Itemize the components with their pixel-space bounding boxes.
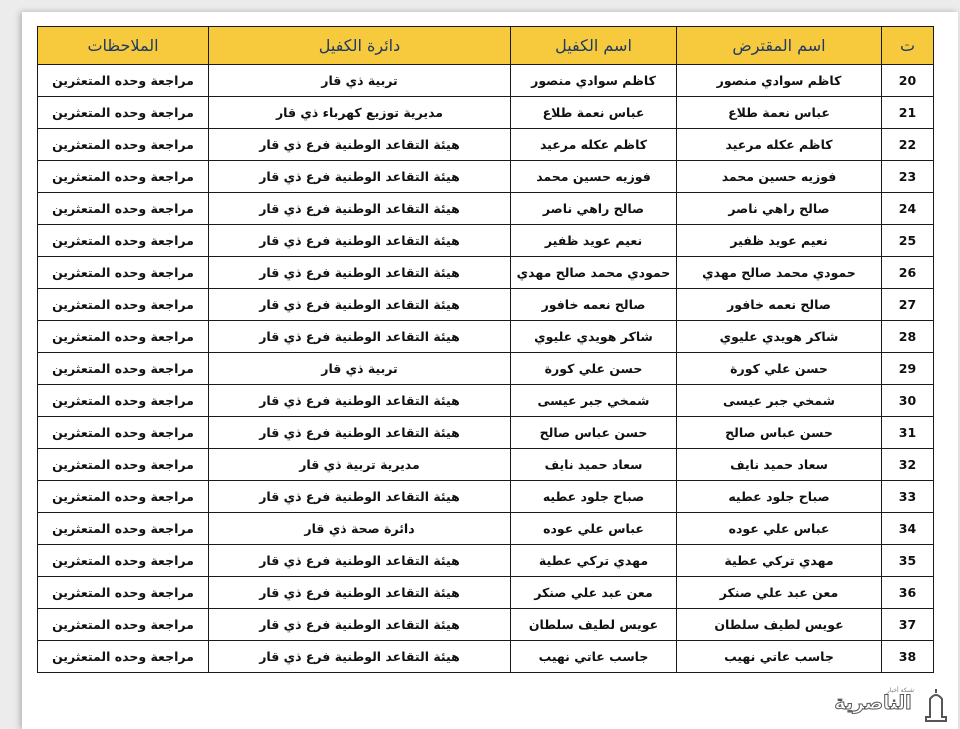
cell-borrower: كاظم عكله مرعيد [677, 129, 882, 161]
cell-notes: مراجعة وحده المتعثرين [38, 161, 209, 193]
cell-guarantor: عباس نعمة طلاع [511, 97, 677, 129]
cell-department: هيئة التقاعد الوطنية فرع ذي قار [209, 225, 511, 257]
cell-notes: مراجعة وحده المتعثرين [38, 321, 209, 353]
cell-guarantor: صالح نعمه خافور [511, 289, 677, 321]
header-num: ت [882, 27, 934, 65]
cell-num: 34 [882, 513, 934, 545]
cell-guarantor: كاظم عكله مرعيد [511, 129, 677, 161]
cell-num: 26 [882, 257, 934, 289]
table-row [38, 289, 934, 321]
cell-department: هيئة التقاعد الوطنية فرع ذي قار [209, 417, 511, 449]
cell-borrower: عباس علي عوده [677, 513, 882, 545]
cell-department: هيئة التقاعد الوطنية فرع ذي قار [209, 481, 511, 513]
cell-borrower: حسن عباس صالح [677, 417, 882, 449]
cell-department: هيئة التقاعد الوطنية فرع ذي قار [209, 385, 511, 417]
cell-num: 37 [882, 609, 934, 641]
cell-notes: مراجعة وحده المتعثرين [38, 641, 209, 673]
table-row [38, 641, 934, 673]
cell-borrower: جاسب عاتي نهيب [677, 641, 882, 673]
table-row [38, 609, 934, 641]
cell-guarantor: جاسب عاتي نهيب [511, 641, 677, 673]
cell-notes: مراجعة وحده المتعثرين [38, 481, 209, 513]
cell-guarantor: صباح جلود عطيه [511, 481, 677, 513]
cell-department: هيئة التقاعد الوطنية فرع ذي قار [209, 577, 511, 609]
guarantor-table [37, 26, 934, 673]
cell-borrower: صالح نعمه خافور [677, 289, 882, 321]
cell-guarantor: معن عبد علي صنكر [511, 577, 677, 609]
table-row [38, 513, 934, 545]
cell-borrower: نعيم عويد ظفير [677, 225, 882, 257]
cell-borrower: سعاد حميد نايف [677, 449, 882, 481]
cell-guarantor: شاكر هويدي عليوي [511, 321, 677, 353]
cell-num: 31 [882, 417, 934, 449]
cell-borrower: حمودي محمد صالح مهدي [677, 257, 882, 289]
table-row [38, 161, 934, 193]
cell-num: 25 [882, 225, 934, 257]
cell-department: مديرية تربية ذي قار [209, 449, 511, 481]
table-row [38, 481, 934, 513]
cell-department: هيئة التقاعد الوطنية فرع ذي قار [209, 129, 511, 161]
table-row [38, 385, 934, 417]
cell-guarantor: شمخي جبر عيسى [511, 385, 677, 417]
cell-notes: مراجعة وحده المتعثرين [38, 545, 209, 577]
table-row [38, 577, 934, 609]
cell-guarantor: مهدي تركي عطية [511, 545, 677, 577]
header-department: دائرة الكفيل [209, 27, 511, 65]
cell-department: هيئة التقاعد الوطنية فرع ذي قار [209, 641, 511, 673]
cell-guarantor: عباس علي عوده [511, 513, 677, 545]
cell-guarantor: نعيم عويد ظفير [511, 225, 677, 257]
cell-num: 21 [882, 97, 934, 129]
cell-guarantor: حسن عباس صالح [511, 417, 677, 449]
table-row [38, 353, 934, 385]
cell-department: دائرة صحة ذي قار [209, 513, 511, 545]
table-row [38, 449, 934, 481]
cell-notes: مراجعة وحده المتعثرين [38, 129, 209, 161]
watermark-title: الناصرية [834, 692, 912, 714]
cell-borrower: صالح راهي ناصر [677, 193, 882, 225]
cell-notes: مراجعة وحده المتعثرين [38, 513, 209, 545]
cell-guarantor: عويس لطيف سلطان [511, 609, 677, 641]
cell-guarantor: صالح راهي ناصر [511, 193, 677, 225]
table-body [38, 65, 934, 673]
cell-department: هيئة التقاعد الوطنية فرع ذي قار [209, 289, 511, 321]
header-borrower: اسم المقترض [677, 27, 882, 65]
table-row [38, 417, 934, 449]
cell-department: هيئة التقاعد الوطنية فرع ذي قار [209, 609, 511, 641]
cell-num: 30 [882, 385, 934, 417]
cell-guarantor: سعاد حميد نايف [511, 449, 677, 481]
cell-notes: مراجعة وحده المتعثرين [38, 97, 209, 129]
document-sheet [22, 12, 958, 729]
header-notes: الملاحظات [38, 27, 209, 65]
cell-department: تربية ذي قار [209, 65, 511, 97]
cell-guarantor: حسن علي كورة [511, 353, 677, 385]
table-row [38, 257, 934, 289]
cell-notes: مراجعة وحده المتعثرين [38, 225, 209, 257]
cell-num: 27 [882, 289, 934, 321]
cell-department: هيئة التقاعد الوطنية فرع ذي قار [209, 193, 511, 225]
cell-num: 32 [882, 449, 934, 481]
cell-guarantor: فوزيه حسين محمد [511, 161, 677, 193]
cell-borrower: شمخي جبر عيسى [677, 385, 882, 417]
cell-department: هيئة التقاعد الوطنية فرع ذي قار [209, 321, 511, 353]
cell-num: 33 [882, 481, 934, 513]
cell-borrower: عباس نعمة طلاع [677, 97, 882, 129]
cell-guarantor: كاظم سوادي منصور [511, 65, 677, 97]
cell-num: 29 [882, 353, 934, 385]
cell-notes: مراجعة وحده المتعثرين [38, 385, 209, 417]
table-row [38, 97, 934, 129]
minaret-logo-icon [922, 689, 950, 723]
cell-notes: مراجعة وحده المتعثرين [38, 609, 209, 641]
cell-department: مديرية توزيع كهرباء ذي قار [209, 97, 511, 129]
cell-department: هيئة التقاعد الوطنية فرع ذي قار [209, 161, 511, 193]
cell-department: هيئة التقاعد الوطنية فرع ذي قار [209, 257, 511, 289]
cell-borrower: معن عبد علي صنكر [677, 577, 882, 609]
cell-notes: مراجعة وحده المتعثرين [38, 577, 209, 609]
cell-num: 36 [882, 577, 934, 609]
cell-notes: مراجعة وحده المتعثرين [38, 449, 209, 481]
cell-notes: مراجعة وحده المتعثرين [38, 65, 209, 97]
cell-notes: مراجعة وحده المتعثرين [38, 353, 209, 385]
table-row [38, 225, 934, 257]
cell-borrower: عويس لطيف سلطان [677, 609, 882, 641]
cell-borrower: فوزيه حسين محمد [677, 161, 882, 193]
cell-num: 24 [882, 193, 934, 225]
cell-borrower: مهدي تركي عطية [677, 545, 882, 577]
table-header-row [38, 27, 934, 65]
cell-notes: مراجعة وحده المتعثرين [38, 257, 209, 289]
cell-num: 35 [882, 545, 934, 577]
cell-borrower: كاظم سوادي منصور [677, 65, 882, 97]
watermark-subtitle: شبكة أخبار [886, 687, 914, 694]
table-row [38, 193, 934, 225]
cell-borrower: شاكر هويدي عليوي [677, 321, 882, 353]
cell-department: هيئة التقاعد الوطنية فرع ذي قار [209, 545, 511, 577]
header-guarantor: اسم الكفيل [511, 27, 677, 65]
table-row [38, 65, 934, 97]
cell-num: 28 [882, 321, 934, 353]
table-row [38, 321, 934, 353]
cell-num: 22 [882, 129, 934, 161]
cell-department: تربية ذي قار [209, 353, 511, 385]
cell-num: 23 [882, 161, 934, 193]
cell-guarantor: حمودي محمد صالح مهدي [511, 257, 677, 289]
table-row [38, 545, 934, 577]
cell-notes: مراجعة وحده المتعثرين [38, 417, 209, 449]
cell-notes: مراجعة وحده المتعثرين [38, 289, 209, 321]
cell-notes: مراجعة وحده المتعثرين [38, 193, 209, 225]
cell-borrower: حسن علي كورة [677, 353, 882, 385]
cell-borrower: صباح جلود عطيه [677, 481, 882, 513]
cell-num: 38 [882, 641, 934, 673]
table-row [38, 129, 934, 161]
watermark-badge [824, 685, 958, 729]
cell-num: 20 [882, 65, 934, 97]
